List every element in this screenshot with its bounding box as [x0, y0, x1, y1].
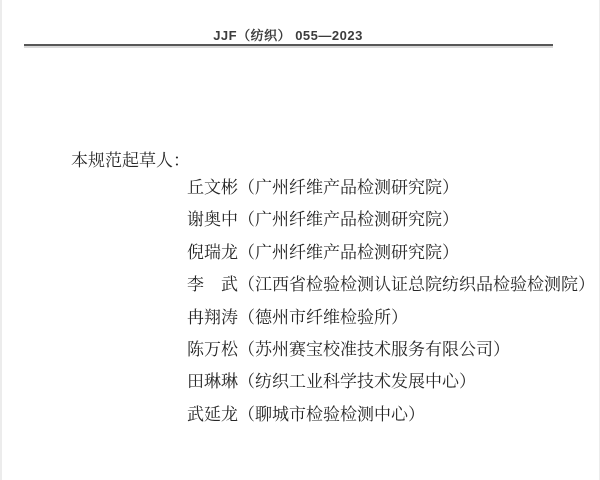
header-rule — [24, 44, 553, 46]
drafter-row: 谢奥中（广州纤维产品检测研究院） — [187, 210, 459, 230]
drafter-row: 田琳琳（纺织工业科学技术发展中心） — [187, 372, 476, 392]
drafter-row: 武延龙（聊城市检验检测中心） — [187, 404, 425, 424]
drafter-row: 李 武（江西省检验检测认证总院纺织品检验检测院） — [187, 275, 595, 295]
drafters-heading: 本规范起草人： — [71, 151, 190, 170]
drafter-row: 冉翔涛（德州市纤维检验所） — [187, 307, 408, 327]
drafters-list — [187, 172, 595, 431]
drafter-row: 丘文彬（广州纤维产品检测研究院） — [187, 178, 459, 197]
standard-number: JJF（纺织） 055—2023 — [213, 28, 363, 43]
drafter-row: 陈万松（苏州赛宝校准技术服务有限公司） — [187, 339, 510, 359]
drafter-row: 倪瑞龙（广州纤维产品检测研究院） — [187, 242, 459, 262]
